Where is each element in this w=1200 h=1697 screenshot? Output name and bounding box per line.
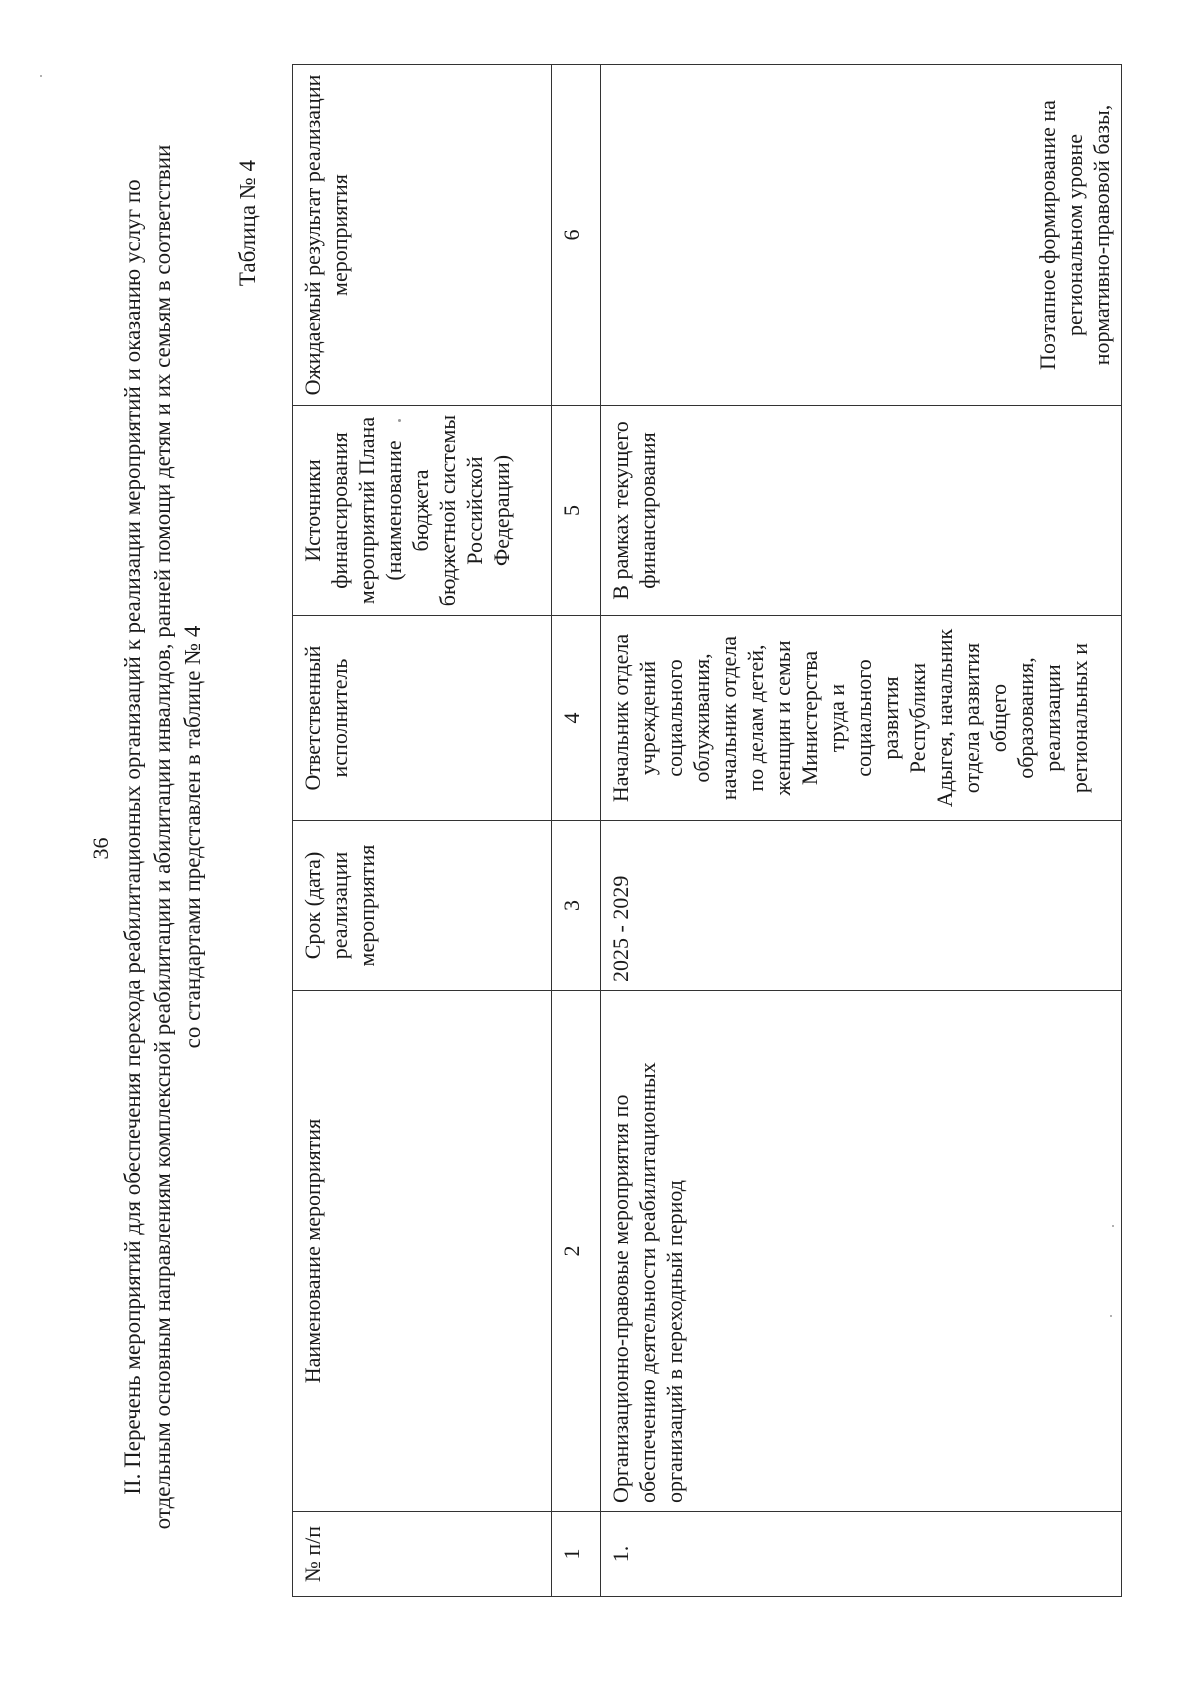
table-row xyxy=(601,65,1122,1597)
header-cell-number: № п/п xyxy=(293,1512,552,1597)
measure-result-cell xyxy=(601,65,1122,406)
row-number: 1. xyxy=(601,1512,1122,1597)
column-number: 4 xyxy=(552,616,601,821)
measure-period: 2025 - 2029 xyxy=(601,821,1122,991)
header-cell-name: Наименование мероприятия xyxy=(293,991,552,1512)
header-cell-funding: Источники финансирования мероприятий Плана (наименование бюджета бюджетной системы Российской Федерации) xyxy=(293,406,552,616)
header-cell-result: Ожидаемый результат реализации мероприятия xyxy=(293,65,552,406)
column-number: 3 xyxy=(552,821,601,991)
heading-line: со стандартами представлен в таблице № 4 xyxy=(180,625,205,1049)
table-label: Таблица № 4 xyxy=(235,160,260,287)
column-number: 1 xyxy=(552,1512,601,1597)
scan-speck xyxy=(398,419,401,422)
column-number-row xyxy=(552,65,601,1597)
scan-speck xyxy=(1110,1315,1112,1317)
header-cell-period: Срок (дата) реализации мероприятия xyxy=(293,821,552,991)
header-cell-responsible: Ответственный исполнитель xyxy=(293,616,552,821)
heading-line: отдельным основным направлениям комплексной реабилитации и абилитации инвалидов, ранней помощи детям и их семьям в соответствии xyxy=(150,144,175,1530)
heading-line: II. Перечень мероприятий для обеспечения перехода реабилитационных организаций к реализации мероприятий и оказанию услуг по xyxy=(120,179,145,1495)
page-number: 36 xyxy=(88,837,113,860)
table-header-row xyxy=(293,65,552,1597)
column-number: 6 xyxy=(552,65,601,406)
section-heading xyxy=(118,127,208,1547)
column-number: 2 xyxy=(552,991,601,1512)
scan-speck xyxy=(40,75,42,77)
column-number: 5 xyxy=(552,406,601,616)
measure-funding: В рамках текущего финансирования xyxy=(601,406,1122,616)
scan-speck xyxy=(1112,1225,1114,1227)
measure-responsible: Начальник отдела учреждений социального облуживания, начальник отдела по делам детей, женщин и семьи Министерства труда и социального развития Республики Адыгея, начальник отдела развития общего образования, реализации региональных и xyxy=(601,616,1122,821)
measure-name: Организационно-правовые мероприятия по обеспечению деятельности реабилитационных организаций в переходный период xyxy=(601,991,1122,1512)
measures-table xyxy=(292,64,1122,1597)
measure-result: Поэтапное формирование на региональном уровне нормативно-правовой базы, xyxy=(1035,100,1114,370)
